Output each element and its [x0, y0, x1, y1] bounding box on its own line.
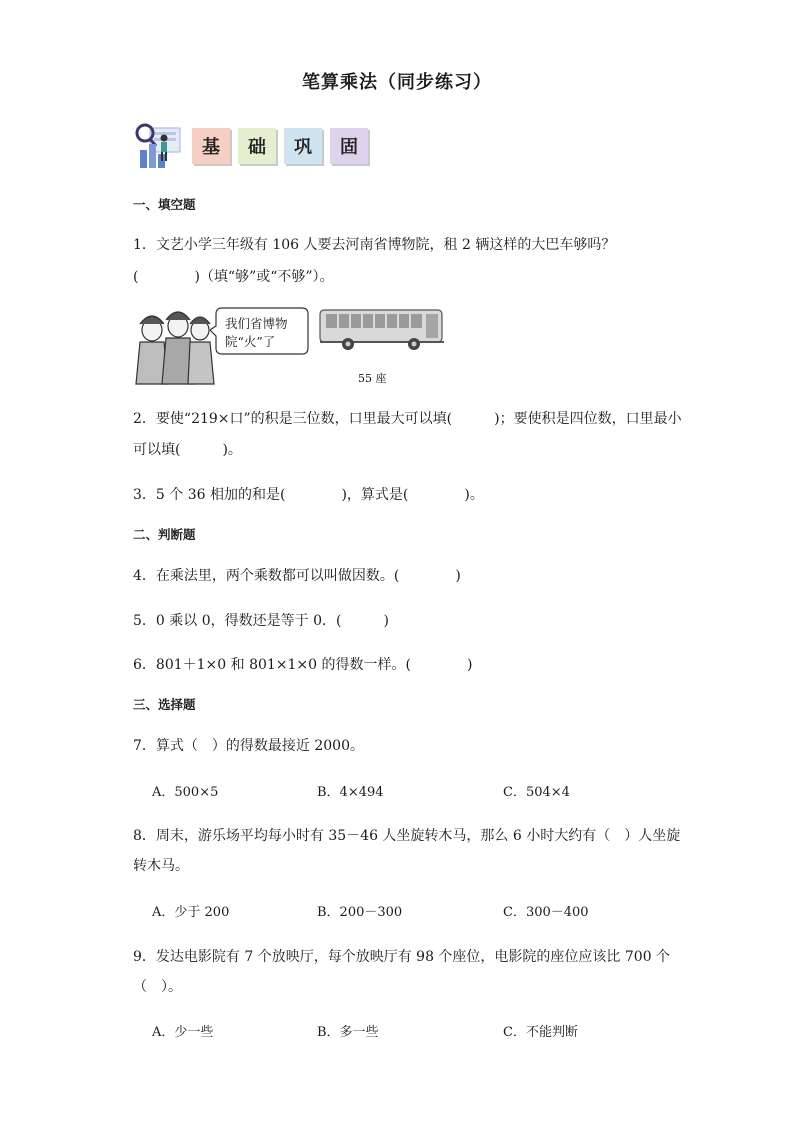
- bus-caption: 55 座: [358, 372, 387, 385]
- question-6: 6．801＋1×0 和 801×1×0 的得数一样。( ): [133, 657, 473, 673]
- question-9-option-c[interactable]: C．不能判断: [503, 1025, 578, 1040]
- speech-bubble-line-1: 我们省博物: [225, 316, 288, 331]
- question-9-option-b[interactable]: B．多一些: [317, 1025, 379, 1040]
- question-8-line-2: 转木马。: [133, 858, 189, 874]
- question-8-option-a[interactable]: A．少于 200: [152, 905, 230, 920]
- question-1-line-2: ( )（填“够”或“不够”）。: [133, 269, 334, 285]
- banner-tile-4: 固: [330, 128, 368, 164]
- section-heading-judge: 二、判断题: [133, 527, 196, 542]
- question-5: 5．0 乘以 0，得数还是等于 0．( ): [133, 613, 389, 629]
- question-7-option-c[interactable]: C．504×4: [503, 785, 570, 800]
- section-heading-choice: 三、选择题: [133, 697, 196, 712]
- question-9-option-a[interactable]: A．少一些: [152, 1025, 214, 1040]
- banner-tile-3: 巩: [284, 128, 322, 164]
- question-8-option-b[interactable]: B．200－300: [317, 905, 403, 920]
- question-8-option-c[interactable]: C．300－400: [503, 905, 589, 920]
- question-2-line-2: 可以填( )。: [133, 442, 242, 458]
- section-banner: [132, 122, 372, 170]
- section-heading-fill: 一、填空题: [133, 197, 196, 212]
- question-1-line-1: 1．文艺小学三年级有 106 人要去河南省博物院，租 2 辆这样的大巴车够吗？: [133, 237, 616, 253]
- bus-icon: [318, 306, 446, 352]
- speech-bubble-line-2: 院“火”了: [225, 334, 276, 349]
- person-magnifier-icon: [132, 122, 190, 170]
- question-4: 4．在乘法里，两个乘数都可以叫做因数。( ): [133, 568, 461, 584]
- banner-tile-1: 基: [192, 128, 230, 164]
- question-7-option-b[interactable]: B．4×494: [317, 785, 384, 800]
- question-7: 7．算式（ ）的得数最接近 2000。: [133, 738, 364, 754]
- question-7-option-a[interactable]: A．500×5: [152, 785, 219, 800]
- question-2-line-1: 2．要使“219×口”的积是三位数，口里最大可以填( )；要使积是四位数，口里最小: [133, 411, 682, 427]
- question-9-line-1: 9．发达电影院有 7 个放映厅，每个放映厅有 98 个座位，电影院的座位应该比 700 个: [133, 949, 671, 965]
- question-3: 3．5 个 36 相加的和是( )，算式是( )。: [133, 487, 484, 503]
- people-illustration: [130, 300, 220, 388]
- page-title: 笔算乘法（同步练习）: [302, 72, 492, 93]
- question-1-illustration: [130, 300, 450, 390]
- banner-tile-2: 础: [238, 128, 276, 164]
- question-9-line-2: （ ）。: [133, 979, 182, 995]
- question-8-line-1: 8．周末，游乐场平均每小时有 35－46 人坐旋转木马，那么 6 小时大约有（ ）人坐旋: [133, 828, 681, 844]
